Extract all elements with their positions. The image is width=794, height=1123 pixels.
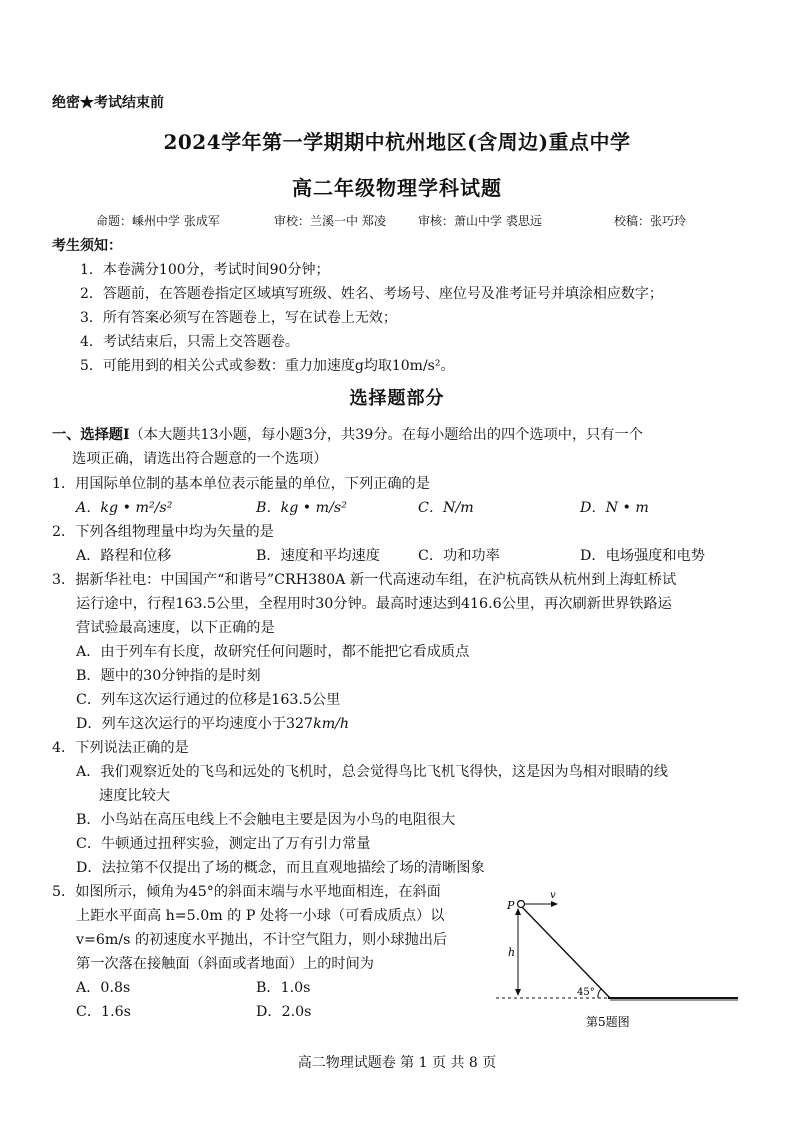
- q3-option-a: A．由于列车有长度，故研究任何问题时，都不能把它看成质点: [76, 644, 470, 660]
- q5-stem-line2: 上距水平面高 h=5.0m 的 P 处将一小球（可看成质点）以: [76, 908, 445, 924]
- q4-option-a: A．我们观察近处的飞鸟和远处的飞机时，总会觉得鸟比飞机飞得快，这是因为鸟相对眼睛的线: [76, 764, 668, 780]
- q5-option-b: B．1.0s: [256, 980, 311, 996]
- q3-option-d-unit: km/h: [313, 716, 350, 732]
- velocity-arrow-head: [551, 901, 558, 907]
- q5-option-a: A．0.8s: [76, 980, 131, 996]
- q2-option-c: C．功和功率: [418, 548, 500, 564]
- q4-stem: 4．下列说法正确的是: [52, 740, 189, 756]
- q3-option-d: [76, 713, 349, 733]
- q4-option-a-line2: 速度比较大: [99, 788, 170, 804]
- ball: [518, 901, 525, 908]
- q1-option-b: B．kg • m/s²: [256, 500, 347, 516]
- q5-figure: [488, 884, 744, 1034]
- confidential-label: 绝密★考试结束前: [52, 95, 164, 111]
- q1-option-c: C．N/m: [418, 500, 474, 516]
- q3-option-c: C．列车这次运行通过的位移是163.5公里: [76, 692, 341, 708]
- credit-reviewer2: 审核：萧山中学 裘思远: [418, 214, 542, 228]
- section-title: 选择题部分: [349, 388, 445, 409]
- exam-title: 2024学年第一学期期中杭州地区(含周边)重点中学: [163, 130, 631, 154]
- notice-item: 3．所有答案必须写在答题卷上，写在试卷上无效；: [80, 310, 397, 326]
- q4-option-b: B．小鸟站在高压电线上不会触电主要是因为小鸟的电阻很大: [76, 812, 456, 828]
- q3-stem: 3．据新华社电：中国国产“和谐号”CRH380A 新一代高速动车组，在沪杭高铁从杭州到上海虹桥试: [52, 572, 677, 588]
- angle-arc: [598, 989, 601, 998]
- page-footer: 高二物理试题卷 第 1 页 共 8 页: [297, 1055, 497, 1071]
- notice-title: 考生须知：: [52, 238, 122, 254]
- label-p: P: [507, 899, 515, 912]
- q4-option-c: C．牛顿通过扭秤实验，测定出了万有引力常量: [76, 836, 371, 852]
- section-heading-bold: 一、选择题Ⅰ: [52, 427, 130, 443]
- credit-author: 命题：嵊州中学 张成军: [96, 214, 220, 228]
- section-heading: [52, 424, 643, 444]
- incline-line: [521, 906, 610, 998]
- q3-stem-line3: 营试验最高速度，以下正确的是: [76, 620, 275, 636]
- credit-proof: 校稿：张巧玲: [614, 214, 687, 228]
- height-arrow-head-bottom: [515, 989, 521, 996]
- label-v: v: [550, 890, 556, 901]
- q1-option-a: A．kg • m²/s²: [76, 500, 173, 516]
- q4-option-d: D．法拉第不仅提出了场的概念，而且直观地描绘了场的清晰图象: [76, 860, 485, 876]
- q3-option-d-text: D．列车这次运行的平均速度小于327: [76, 716, 314, 732]
- notice-item: 2．答题前，在答题卷指定区域填写班级、姓名、考场号、座位号及准考证号并填涂相应数字；: [80, 286, 663, 302]
- q2-option-a: A．路程和位移: [76, 548, 172, 564]
- q5-stem-line4: 第一次落在接触面（斜面或者地面）上的时间为: [76, 956, 374, 972]
- exam-subtitle: 高二年级物理学科试题: [292, 176, 502, 200]
- q2-option-d: D．电场强度和电势: [580, 548, 705, 564]
- height-arrow-head-top: [515, 908, 521, 915]
- figure-caption: 第5题图: [586, 1015, 630, 1029]
- q2-option-b: B．速度和平均速度: [256, 548, 380, 564]
- q3-option-b: B．题中的30分钟指的是时刻: [76, 668, 261, 684]
- q1-option-d: D．N • m: [580, 500, 649, 516]
- q5-stem: 5．如图所示，倾角为45°的斜面末端与水平地面相连，在斜面: [52, 884, 441, 900]
- q1-stem: 1．用国际单位制的基本单位表示能量的单位，下列正确的是: [52, 476, 430, 492]
- section-heading-text: （本大题共13小题，每小题3分，共39分。在每小题给出的四个选项中，只有一个: [129, 427, 643, 443]
- notice-item: 5．可能用到的相关公式或参数：重力加速度g均取10m/s²。: [80, 358, 455, 374]
- q5-option-d: D．2.0s: [256, 1004, 312, 1020]
- label-angle: 45°: [577, 987, 595, 998]
- q5-option-c: C．1.6s: [76, 1004, 131, 1020]
- q5-stem-line3: v=6m/s 的初速度水平抛出，不计空气阻力，则小球抛出后: [76, 932, 448, 948]
- notice-item: 4．考试结束后，只需上交答题卷。: [80, 334, 299, 350]
- q2-stem: 2．下列各组物理量中均为矢量的是: [52, 524, 274, 540]
- q3-stem-line2: 运行途中，行程163.5公里，全程用时30分钟。最高时速达到416.6公里，再次刷新世界铁路运: [76, 596, 672, 612]
- credit-reviewer1: 审校：兰溪一中 郑凌: [274, 214, 386, 228]
- notice-item: 1．本卷满分100分，考试时间90分钟；: [80, 262, 330, 278]
- label-h: h: [508, 946, 516, 959]
- section-heading-line2: 选项正确，请选出符合题意的一个选项）: [72, 451, 328, 467]
